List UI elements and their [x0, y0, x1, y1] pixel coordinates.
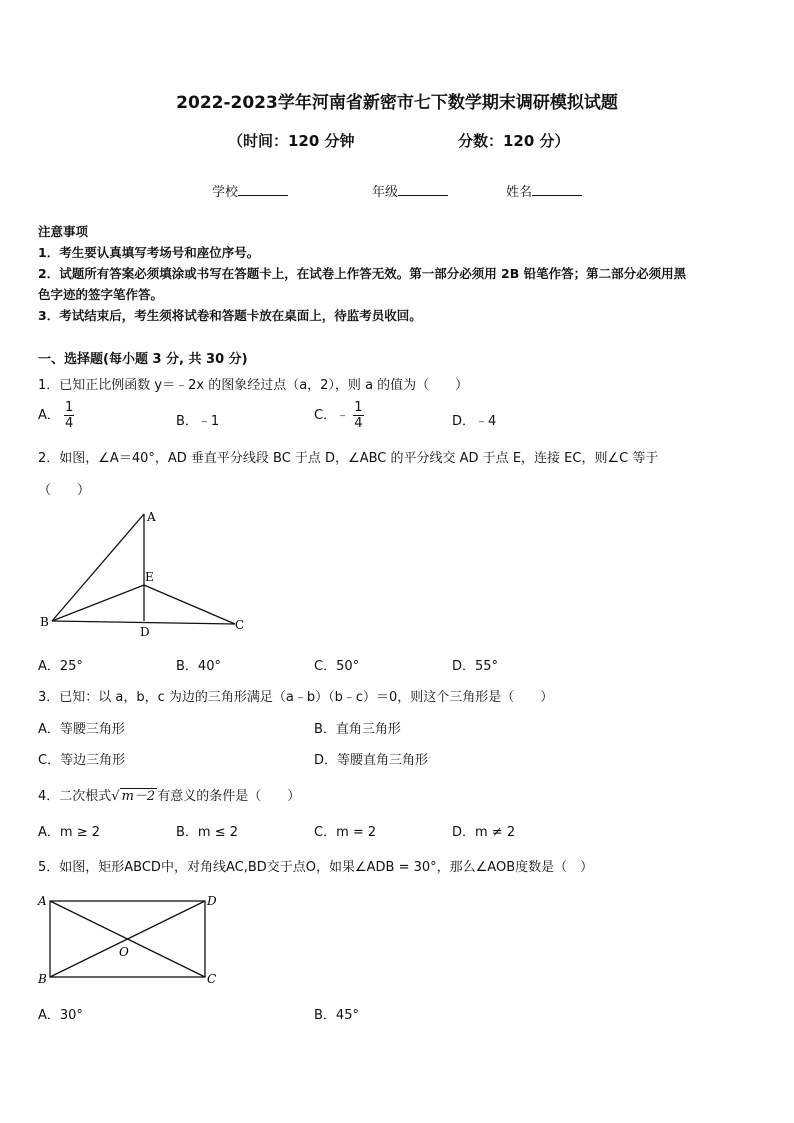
question-2-stem: 2．如图，∠A＝40°，AD 垂直平分线段 BC 于点 D，∠ABC 的平分线交 AD 于点 E，连接 EC，则∠C 等于 [38, 451, 659, 466]
label-d: D [207, 894, 217, 908]
q3-option-d: D．等腰直角三角形 [314, 753, 429, 768]
label-d: D [140, 625, 150, 639]
school-field [212, 181, 288, 200]
q2-option-d: D．55° [452, 659, 499, 674]
fraction-numerator: 1 [354, 400, 363, 415]
grade-field [372, 181, 448, 200]
q5-option-b: B．45° [314, 1008, 359, 1023]
q1-option-a-label: A． [38, 408, 60, 423]
q2-option-b: B．40° [176, 659, 221, 674]
exam-time: （时间：120 分钟 [228, 132, 355, 150]
school-blank [238, 183, 288, 196]
notice-item: 色字迹的签字笔作答。 [38, 287, 164, 302]
label-a: A [38, 894, 47, 908]
question-5-stem: 5．如图，矩形ABCD中，对角线AC,BD交于点O，如果∠ADB = 30°，那么∠AOB度数是（ ） [38, 860, 594, 875]
q3-option-a: A．等腰三角形 [38, 722, 125, 737]
q3-option-c: C．等边三角形 [38, 753, 126, 768]
q1-option-c-label: C．﹣ [314, 408, 350, 423]
q1-option-a-fraction [64, 400, 74, 431]
q1-option-c [314, 400, 364, 431]
q4-stem-post: 有意义的条件是（ ） [157, 789, 301, 804]
q5-option-a: A．30° [38, 1008, 83, 1023]
square-root: √ m－2 [111, 789, 156, 804]
line-be [52, 585, 144, 621]
name-field [506, 181, 582, 200]
school-label: 学校 [212, 185, 239, 200]
line-bc [52, 621, 235, 624]
q1-option-d: D．﹣4 [452, 414, 497, 429]
label-o: O [119, 945, 129, 959]
fraction-numerator: 1 [65, 400, 74, 415]
q4-option-a: A．m ≥ 2 [38, 825, 100, 840]
name-blank [532, 183, 582, 196]
section-heading: 一、选择题(每小题 3 分, 共 30 分) [38, 352, 248, 367]
fraction-denominator: 4 [65, 416, 74, 431]
label-c: C [207, 972, 217, 986]
label-b: B [40, 615, 49, 629]
question-1-stem: 1．已知正比例函数 y＝﹣2x 的图象经过点（a，2），则 a 的值为（ ） [38, 378, 469, 393]
q4-option-c: C．m = 2 [314, 825, 377, 840]
question-3-stem: 3．已知：以 a，b，c 为边的三角形满足（a﹣b）（b﹣c）＝0，则这个三角形是（ ） [38, 690, 554, 705]
q2-option-a: A．25° [38, 659, 83, 674]
label-c: C [235, 618, 245, 632]
fraction-denominator: 4 [354, 416, 363, 431]
q4-stem-pre: 4．二次根式 [38, 789, 112, 804]
notice-item: 3．考试结束后，考生须将试卷和答题卡放在桌面上，待监考员收回。 [38, 308, 422, 323]
q1-option-c-fraction [353, 400, 363, 431]
radicand: m－2 [121, 789, 156, 804]
label-b: B [38, 972, 47, 986]
notice-heading: 注意事项 [38, 224, 89, 239]
q5-rectangle-figure [36, 892, 222, 988]
exam-score: 分数：120 分） [458, 132, 570, 150]
q3-option-b: B．直角三角形 [314, 722, 401, 737]
q1-option-b: B．﹣1 [176, 414, 220, 429]
q4-option-b: B．m ≤ 2 [176, 825, 239, 840]
line-ec [144, 585, 235, 624]
name-label: 姓名 [506, 185, 533, 200]
label-e: E [145, 570, 154, 584]
notice-item: 1．考生要认真填写考场号和座位序号。 [38, 245, 260, 260]
line-ab [52, 514, 144, 621]
page-title: 2022-2023学年河南省新密市七下数学期末调研模拟试题 [176, 93, 618, 113]
q1-option-a [38, 400, 74, 431]
q2-triangle-figure [38, 508, 250, 642]
notice-item: 2．试题所有答案必须填涂或书写在答题卡上，在试卷上作答无效。第一部分必须用 2B 铅笔作答；第二部分必须用黑 [38, 266, 687, 281]
grade-label: 年级 [372, 185, 399, 200]
q4-option-d: D．m ≠ 2 [452, 825, 516, 840]
question-2-paren: （ ） [38, 483, 91, 498]
label-a: A [147, 510, 156, 524]
question-4-stem [38, 785, 300, 804]
grade-blank [398, 183, 448, 196]
q2-option-c: C．50° [314, 659, 360, 674]
